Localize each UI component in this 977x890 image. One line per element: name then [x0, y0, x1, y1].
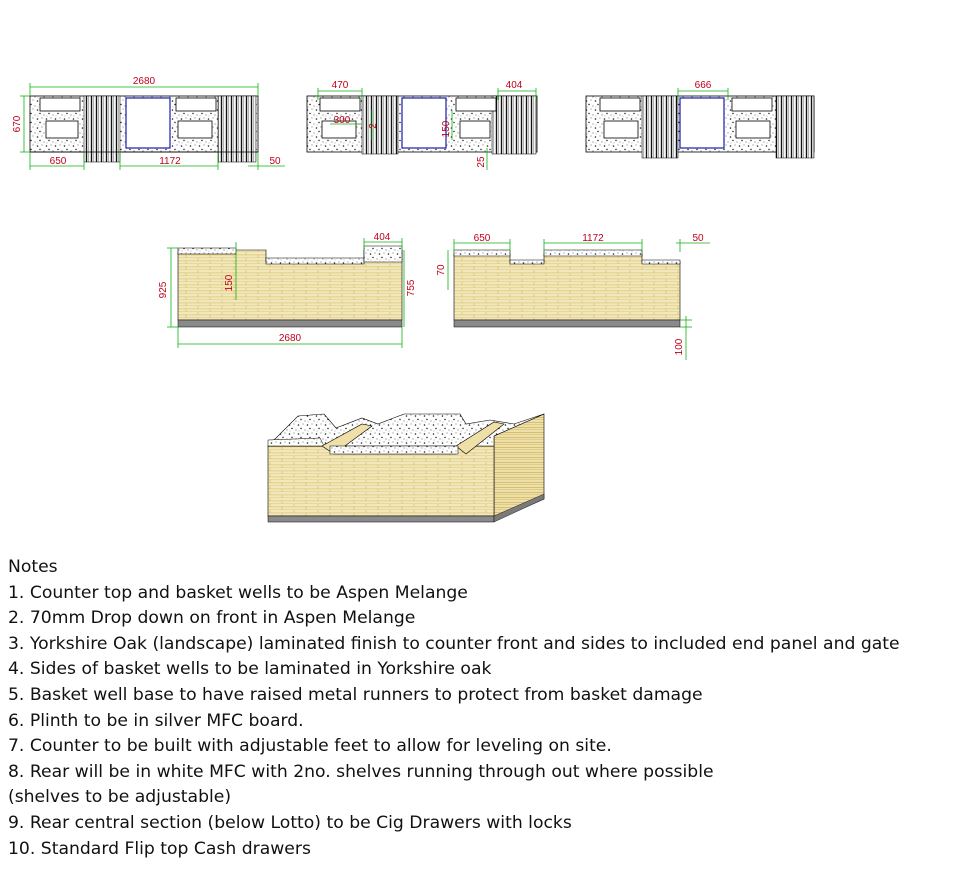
elevation-1-height-dim: 925	[158, 281, 169, 299]
plan-3-top-dim: 666	[694, 80, 712, 91]
front-elevation-1	[158, 232, 417, 348]
elevation-1-plinth	[178, 320, 402, 327]
plan-2-inner-dim-a: 300	[333, 115, 351, 126]
isometric-view	[268, 414, 544, 522]
plan-1-end-dim: 50	[269, 156, 281, 167]
note-item: 7. Counter to be built with adjustable feet to allow for leveling on site.	[8, 736, 612, 757]
note-item: 3. Yorkshire Oak (landscape) laminated finish to counter front and sides to included end panel and gate	[8, 633, 900, 654]
note-item: 5. Basket well base to have raised metal runners to protect from basket damage	[8, 684, 703, 705]
elevation-1-inner-dim: 150	[224, 274, 235, 292]
note-item: 9. Rear central section (below Lotto) to be Cig Drawers with locks	[8, 812, 572, 833]
plan-1-depth-dim: 670	[12, 115, 23, 133]
elevation-2-plinth-dim: 100	[674, 338, 685, 356]
plan-view-3	[586, 80, 814, 158]
plan-1-drawer-a	[40, 98, 80, 111]
note-item: 2. 70mm Drop down on front in Aspen Melange	[8, 608, 416, 629]
plan-1-drawer-d	[178, 121, 212, 138]
isometric-plinth	[268, 516, 494, 522]
elevation-1-width-dim: 2680	[278, 333, 302, 344]
plan-view-2	[307, 80, 537, 170]
plan-1-drawer-c	[176, 98, 216, 111]
plan-view-1	[12, 76, 285, 170]
note-item: 6. Plinth to be in silver MFC board.	[8, 710, 304, 731]
plan-1-well-panel	[126, 98, 170, 148]
plan-1-left-dim: 650	[49, 156, 67, 167]
elevation-2-mid-dim: 1172	[582, 233, 604, 244]
elevation-1-right-dim: 755	[406, 279, 417, 297]
plan-2-inner-dim-b: 2	[368, 123, 379, 129]
plan-3-well-panel	[680, 98, 724, 148]
elevation-2-drop-dim: 70	[436, 264, 447, 276]
note-item: 1. Counter top and basket wells to be Aspen Melange	[8, 582, 468, 603]
plan-2-bottom-dim: 25	[476, 156, 487, 168]
plan-2-top-left-dim: 470	[331, 80, 349, 91]
plan-2-well-panel	[402, 98, 446, 148]
notes-heading: Notes	[8, 557, 58, 577]
note-item: (shelves to be adjustable)	[8, 787, 232, 808]
notes-section	[8, 555, 973, 862]
elevation-1-top-dim: 404	[373, 232, 391, 243]
plan-1-well-dim: 1172	[159, 156, 181, 167]
note-item: 8. Rear will be in white MFC with 2no. shelves running through out where possible	[8, 761, 714, 782]
plan-2-top-right-dim: 404	[505, 80, 523, 91]
note-item: 4. Sides of basket wells to be laminated in Yorkshire oak	[8, 659, 492, 680]
elevation-2-left-dim: 650	[473, 233, 491, 244]
note-item: 10. Standard Flip top Cash drawers	[8, 838, 311, 859]
front-elevation-2	[436, 233, 710, 360]
elevation-2-plinth	[454, 320, 680, 327]
plan-2-inner-dim-c: 150	[441, 120, 452, 138]
elevation-2-right-dim: 50	[692, 233, 704, 244]
plan-1-width-dim: 2680	[132, 76, 156, 87]
plan-1-drawer-b	[46, 121, 78, 138]
